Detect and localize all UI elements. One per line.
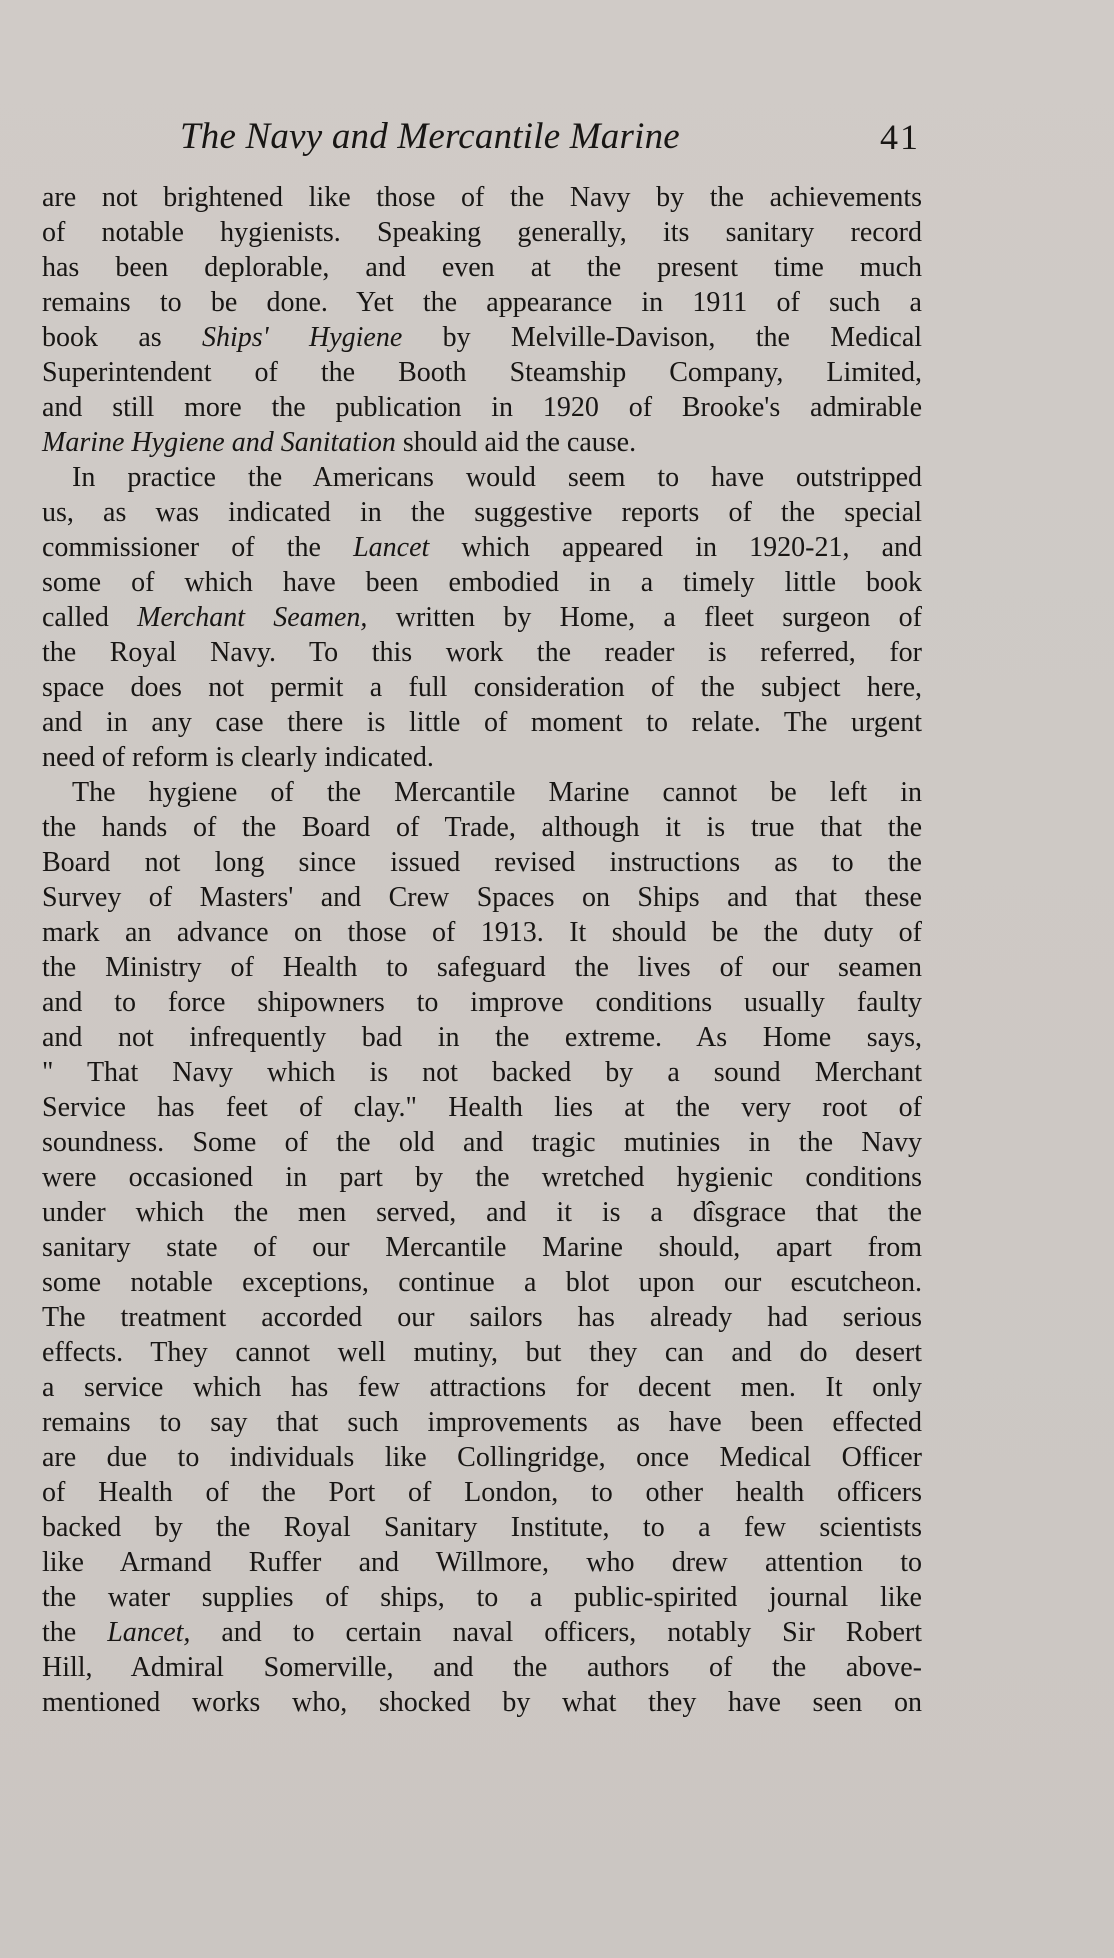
text-line: remains to say that such improvements as have been effected [42,1407,922,1438]
text-line: mark an advance on those of 1913. It should be the duty of [42,917,922,948]
text-line: the water supplies of ships, to a public-spirited journal like [42,1582,922,1613]
text-line: " That Navy which is not backed by a sound Merchant [42,1057,922,1088]
text-line: of notable hygienists. Speaking generally, its sanitary record [42,217,922,248]
journal-lancet: Lancet, [107,1617,191,1648]
book-title-merchant-seamen: Merchant Seamen, [137,602,368,633]
text-line: a service which has few attractions for decent men. It only [42,1372,922,1403]
text-line: Board not long since issued revised instructions as to the [42,847,922,878]
text-line: The treatment accorded our sailors has already had serious [42,1302,922,1333]
text-line: some of which have been embodied in a timely little book [42,567,922,598]
text-line: of Health of the Port of London, to other health officers [42,1477,922,1508]
text-line: and to force shipowners to improve conditions usually faulty [42,987,922,1018]
text-line: space does not permit a full consideration of the subject here, [42,672,922,703]
text-line: soundness. Some of the old and tragic mutinies in the Navy [42,1127,922,1158]
text-line: effects. They cannot well mutiny, but they can and do desert [42,1337,922,1368]
text-line: Hill, Admiral Somerville, and the authors of the above- [42,1652,922,1683]
text-line: In practice the Americans would seem to have outstripped [72,462,922,493]
text-line: and in any case there is little of moment to relate. The urgent [42,707,922,738]
text-line: like Armand Ruffer and Willmore, who drew attention to [42,1547,922,1578]
journal-lancet: Lancet [353,532,430,563]
text-line: Marine Hygiene and Sanitation should aid the cause. [42,427,637,458]
text-line: The hygiene of the Mercantile Marine cannot be left in [72,777,922,808]
text-line: were occasioned in part by the wretched hygienic conditions [42,1162,922,1193]
text-line: commissioner of the Lancet which appeared in 1920-21, and [42,532,923,563]
text-line: the hands of the Board of Trade, although it is true that the [42,812,922,843]
text-line: mentioned works who, shocked by what they have seen on [42,1687,922,1718]
text-line: the Ministry of Health to safeguard the lives of our seamen [42,952,922,983]
text-line: are not brightened like those of the Navy by the achievements [42,182,922,213]
text-line: has been deplorable, and even at the present time much [42,252,922,283]
text-line: Survey of Masters' and Crew Spaces on Ships and that these [42,882,922,913]
text-line: and still more the publication in 1920 of Brooke's admirable [42,392,922,423]
text-line: are due to individuals like Collingridge, once Medical Officer [42,1442,922,1473]
text-line: called Merchant Seamen, written by Home, a fleet surgeon of [42,602,923,633]
text-line: sanitary state of our Mercantile Marine should, apart from [42,1232,922,1263]
text-line: remains to be done. Yet the appearance in 1911 of such a [42,287,922,318]
running-head [180,112,920,162]
text-line: and not infrequently bad in the extreme. As Home says, [42,1022,922,1053]
running-title: The Navy and Mercantile Marine [180,116,680,157]
text-line: backed by the Royal Sanitary Institute, to a few scientists [42,1512,922,1543]
text-line: under which the men served, and it is a dîsgrace that the [42,1197,922,1228]
text-line: the Lancet, and to certain naval officers, notably Sir Robert [42,1617,923,1648]
text-line: Superintendent of the Booth Steamship Company, Limited, [42,357,922,388]
book-title-ships-hygiene: Ships' Hygiene [201,322,403,353]
text-line: some notable exceptions, continue a blot upon our escutcheon. [42,1267,922,1298]
text-line: the Royal Navy. To this work the reader is referred, for [42,637,922,668]
text-line: book as Ships' Hygiene by Melville-Davison, the Medical [42,322,923,353]
body-text [42,180,922,1720]
text-line: us, as was indicated in the suggestive reports of the special [42,497,922,528]
page-number: 41 [880,117,920,157]
text-line: Service has feet of clay." Health lies at the very root of [42,1092,922,1123]
book-title-marine-hygiene: Marine Hygiene and Sanitation [42,427,396,458]
text-line: need of reform is clearly indicated. [42,742,434,773]
